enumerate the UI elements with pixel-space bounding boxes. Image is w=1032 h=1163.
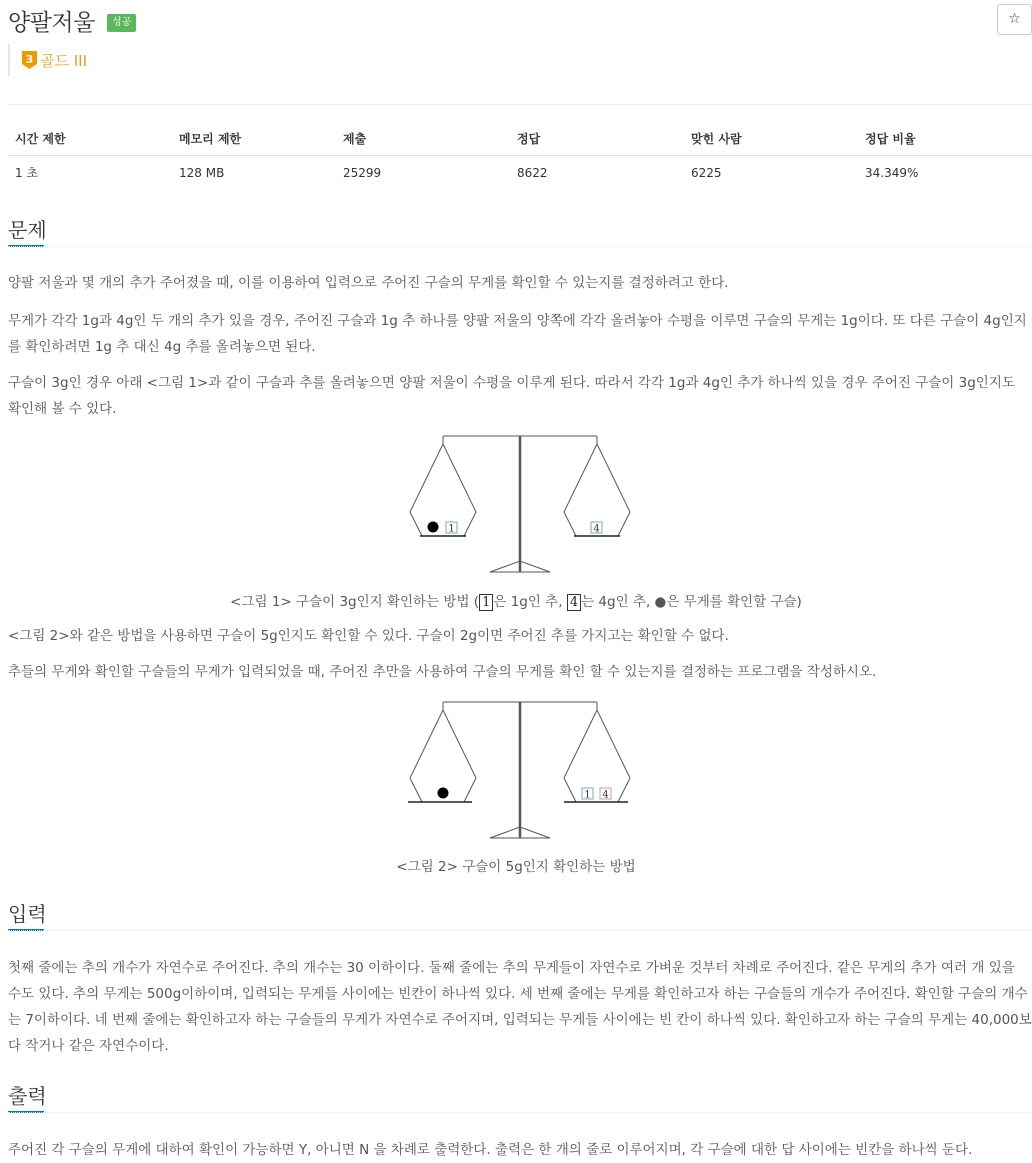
tier-icon-number: 3 xyxy=(25,53,34,66)
output-description: 주어진 각 구슬의 무게에 대하여 확인이 가능하면 Y, 아니면 N 을 차례로 출력한다. 출력은 한 개의 줄로 이루어지며, 각 구슬에 대한 답 사이에는 빈칸을 하나씩 둔다. xyxy=(8,1142,973,1158)
problem-title: 양팔저울 xyxy=(8,10,95,36)
input-heading-line xyxy=(8,930,1032,932)
col-ratio: 정답 비율 xyxy=(858,122,1032,156)
weight-box-1: 1 xyxy=(448,523,455,535)
status-badge: 성공 xyxy=(107,14,136,32)
problem-paragraph-2: 무게가 각각 1g과 4g인 두 개의 추가 있을 경우, 주어진 구슬과 1g 추 하나를 양팔 저울의 양쪽에 각각 올려놓아 수평을 이루면 구슬의 무게는 1g이다. 또 다른 구슬이 4g인지를 확인하려면 1g 추 대신 4g 추를 올려놓으면 된다. xyxy=(8,313,1027,355)
header-divider xyxy=(8,104,1032,105)
figure-2-balance-scale xyxy=(400,696,640,844)
favorite-star-button[interactable] xyxy=(997,4,1032,35)
figure-2-caption: <그림 2> 구슬이 5g인지 확인하는 방법 xyxy=(396,859,636,875)
time-limit-value: 1 초 xyxy=(15,166,39,180)
col-solvers: 맞힌 사람 xyxy=(684,122,858,156)
caption-box-4: 4 xyxy=(567,594,581,611)
figure-1-balance-scale xyxy=(400,430,640,578)
problem-paragraph-3: 구슬이 3g인 경우 아래 <그림 1>과 같이 구슬과 추를 올려놓으면 양팔 저울이 수평을 이루게 된다. 따라서 각각 1g과 4g인 추가 하나씩 있을 경우 주어진 구슬이 3g인지도 확인해 볼 수 있다. xyxy=(8,375,1015,417)
marble-icon xyxy=(428,522,439,533)
problem-paragraph-4: <그림 2>와 같은 방법을 사용하면 구슬이 5g인지도 확인할 수 있다. 구슬이 2g이면 주어진 추를 가지고는 확인할 수 없다. xyxy=(8,628,729,644)
problem-info-table xyxy=(8,122,1032,189)
weight-box-4: 4 xyxy=(593,523,600,535)
problem-heading-line xyxy=(8,246,1032,248)
figure-1-caption xyxy=(0,590,1032,611)
caption-text-a: <그림 1> 구슬이 3g인지 확인하는 방법 ( xyxy=(230,594,480,610)
ratio-value: 34.349% xyxy=(865,165,919,180)
weight-box-4: 4 xyxy=(602,789,609,801)
memory-limit-value: 128 MB xyxy=(179,165,225,180)
problem-heading: 문제 xyxy=(8,218,47,242)
col-time-limit: 시간 제한 xyxy=(8,122,172,156)
table-header-row xyxy=(8,122,1032,156)
star-icon: ☆ xyxy=(1008,11,1021,27)
input-description: 첫째 줄에는 추의 개수가 자연수로 주어진다. 추의 개수는 30 이하이다. 둘째 줄에는 추의 무게들이 자연수로 가벼운 것부터 차례로 주어진다. 같은 무게의 추가 여러 개 있을 수도 있다. 추의 무게는 500g이하이며, 입력되는 무게들 사이에는 빈칸이 하나씩 있다. 세 번째 줄에는 무게를 확인하고자 하는 구슬들의 개수가 주어진다. 확인할 구슬의 개수는 7이하이다. 네 번째 줄에는 확인하고자 하는 구슬들의 무게가 자연수로 주어지며, 입력되는 무게들 사이에는 빈 칸이 하나씩 있다. 확인하고자 하는 구슬의 무게는 40,000보다 작거나 같은 자연수이다. xyxy=(8,960,1032,1054)
tier-label[interactable]: 골드 III xyxy=(40,52,88,70)
accepted-value[interactable]: 8622 xyxy=(517,165,548,180)
input-heading: 입력 xyxy=(8,902,47,926)
problem-paragraph-1: 양팔 저울과 몇 개의 추가 주어졌을 때, 이를 이용하여 입력으로 주어진 구슬의 무게를 확인할 수 있는지를 결정하려고 한다. xyxy=(8,275,729,291)
weight-box-1: 1 xyxy=(584,789,591,801)
output-heading-line xyxy=(8,1112,1032,1114)
submissions-value[interactable]: 25299 xyxy=(343,165,382,180)
col-submissions: 제출 xyxy=(336,122,510,156)
caption-text-c: 는 4g인 추, ●은 무게를 확인할 구슬) xyxy=(581,594,802,610)
output-heading: 출력 xyxy=(8,1084,47,1108)
solvers-value[interactable]: 6225 xyxy=(691,165,722,180)
problem-paragraph-5: 추들의 무게와 확인할 구슬들의 무게가 입력되었을 때, 주어진 추만을 사용하여 구슬의 무게를 확인 할 수 있는지를 결정하는 프로그램을 작성하시오. xyxy=(8,664,877,680)
caption-text-b: 은 1g인 추, xyxy=(493,594,567,610)
caption-box-1: 1 xyxy=(479,594,493,611)
table-row xyxy=(8,156,1032,190)
col-accepted: 정답 xyxy=(510,122,684,156)
col-memory-limit: 메모리 제한 xyxy=(172,122,336,156)
marble-icon xyxy=(438,788,449,799)
gold-tier-icon xyxy=(22,51,37,69)
